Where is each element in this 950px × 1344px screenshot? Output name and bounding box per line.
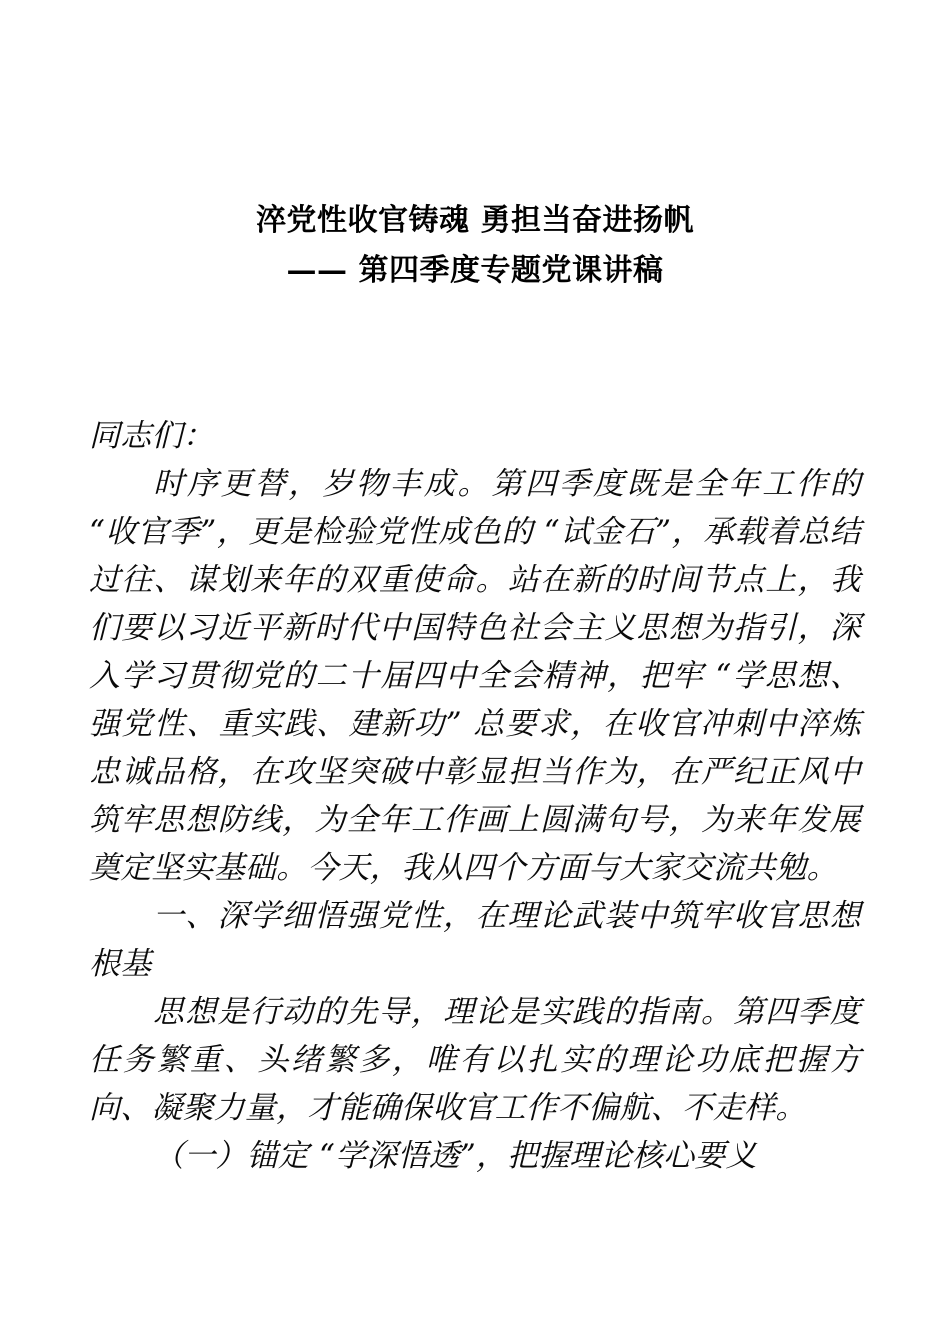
body-paragraph-2: 思想是行动的先导，理论是实践的指南。第四季度任务繁重、头绪繁多，唯有以扎实的理论功底把握方向、凝聚力量，才能确保收官工作不偏航、不走样。 [89, 994, 861, 1126]
document-body [89, 412, 861, 1180]
document-title-block [0, 196, 950, 296]
subsection-heading-1-1: （一）锚定 “学深悟透”，把握理论核心要义 [153, 1138, 757, 1174]
section-heading-1: 一、深学细悟强党性，在理论武装中筑牢收官思想根基 [89, 898, 861, 982]
salutation-line: 同志们： [89, 418, 214, 454]
document-title-line-2: —— 第四季度专题党课讲稿 [286, 253, 664, 288]
document-title-line-1: 淬党性收官铸魂 勇担当奋进扬帆 [256, 203, 694, 238]
body-paragraph-1: 时序更替，岁物丰成。第四季度既是全年工作的 “收官季”，更是检验党性成色的 “试金石”，承载着总结过往、谋划来年的双重使命。站在新的时间节点上，我们要以习近平新时代中国特色社会主义思想为指引，深入学习贯彻党的二十届四中全会精神，把牢 “学思想、强党性、重实践、建新功” 总要求，在收官冲刺中淬炼忠诚品格，在攻坚突破中彰显担当作为，在严纪正风中筑牢思想防线，为全年工作画上圆满句号，为来年发展奠定坚实基础。今天，我从四个方面与大家交流共勉。 [89, 466, 861, 886]
